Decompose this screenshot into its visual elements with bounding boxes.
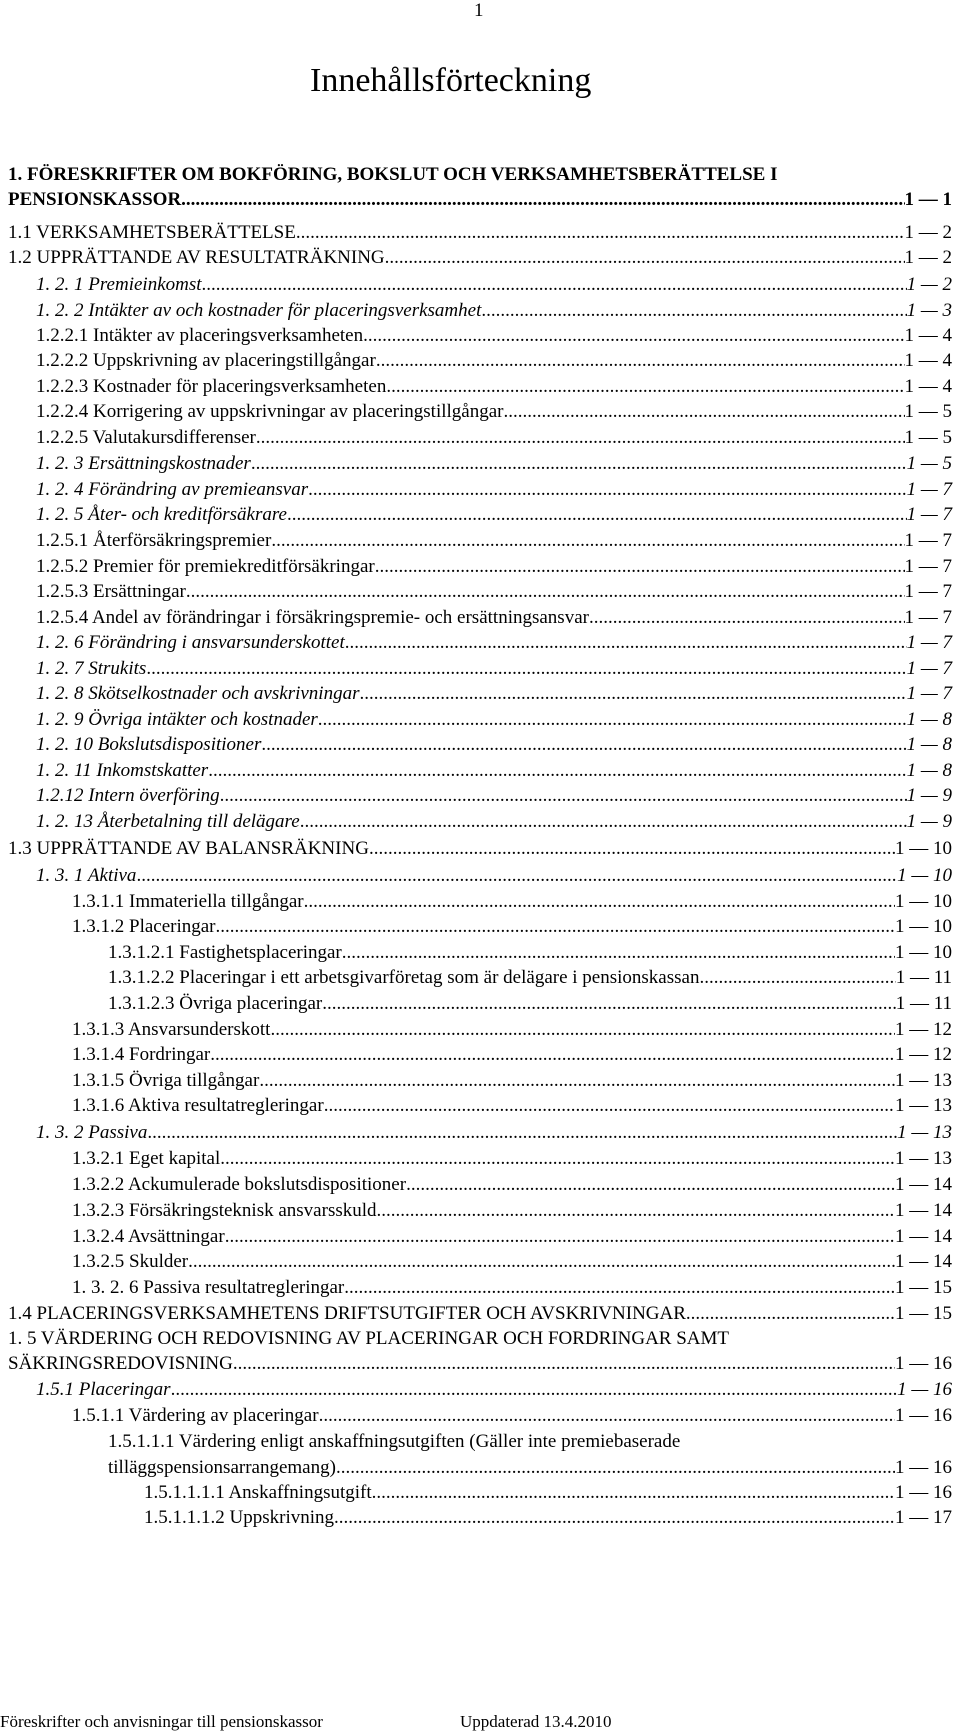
toc-dot-leader — [233, 1352, 895, 1376]
toc-dot-leader — [296, 221, 905, 245]
toc-entry[interactable] — [36, 733, 952, 757]
toc-entry-page: 1 — 7 — [906, 632, 952, 653]
toc-entry-label: tilläggspensionsarrangemang) — [108, 1457, 336, 1478]
toc-dot-leader — [504, 400, 905, 424]
toc-entry-page: 1 — 7 — [904, 530, 952, 551]
toc-entry-page: 1 — 13 — [897, 1122, 952, 1143]
toc-entry-page: 1 — 3 — [906, 300, 952, 321]
toc-entry-page: 1 — 7 — [906, 658, 952, 679]
toc-entry[interactable] — [72, 1276, 952, 1300]
toc-dot-leader — [386, 375, 904, 399]
footer-document-title: Föreskrifter och anvisningar till pensionskassor — [0, 1712, 323, 1731]
toc-entry-page: 1 — 16 — [897, 1379, 952, 1400]
toc-entry[interactable] — [36, 478, 952, 502]
toc-entry-label: 1.3.2.3 Försäkringsteknisk ansvarsskuld — [72, 1200, 377, 1221]
toc-entry-label: 1.5.1.1.1.2 Uppskrivning — [144, 1507, 334, 1528]
toc-entry[interactable] — [72, 1069, 952, 1093]
toc-entry[interactable] — [36, 555, 952, 579]
toc-dot-leader — [376, 349, 905, 373]
toc-entry-label: 1. 2. 11 Inkomstskatter — [36, 760, 209, 781]
toc-entry[interactable] — [8, 1352, 952, 1376]
toc-entry-label: 1. 2. 6 Förändring i ansvarsunderskottet — [36, 632, 345, 653]
toc-entry-page: 1 — 12 — [895, 1044, 952, 1065]
toc-dot-leader — [406, 1173, 895, 1197]
toc-dot-leader — [171, 1378, 898, 1402]
toc-dot-leader — [261, 733, 906, 757]
toc-dot-leader — [345, 631, 907, 655]
toc-entry-page: 1 — 16 — [895, 1405, 952, 1426]
toc-dot-leader — [256, 426, 905, 450]
toc-dot-leader — [699, 966, 895, 990]
toc-dot-leader — [216, 915, 895, 939]
toc-dot-leader — [369, 837, 895, 861]
toc-entry[interactable] — [72, 1173, 952, 1197]
toc-entry-page: 1 — 16 — [895, 1353, 952, 1374]
toc-entry-label: SÄKRINGSREDOVISNING — [8, 1353, 233, 1374]
toc-dot-leader — [363, 324, 904, 348]
toc-entry-page: 1 — 13 — [895, 1095, 952, 1116]
toc-entry[interactable] — [36, 784, 952, 808]
toc-entry-page: 1 — 16 — [895, 1482, 952, 1503]
toc-entry[interactable] — [8, 221, 952, 245]
toc-entry-label: 1.2.5.2 Premier för premiekreditförsäkringar — [36, 556, 375, 577]
toc-entry[interactable] — [36, 864, 952, 888]
toc-dot-leader — [220, 784, 907, 808]
toc-entry-page: 1 — 12 — [895, 1019, 952, 1040]
toc-entry-label: 1. 2. 4 Förändring av premieansvar — [36, 479, 309, 500]
toc-entry-label: 1.3.1.2.3 Övriga placeringar — [108, 993, 323, 1014]
toc-entry-label: 1. 3. 2 Passiva — [36, 1122, 148, 1143]
toc-dot-leader — [136, 864, 897, 888]
toc-dot-leader — [188, 1250, 895, 1274]
toc-entry[interactable] — [72, 1147, 952, 1171]
toc-entry-page: 1 — 14 — [895, 1174, 952, 1195]
toc-entry[interactable] — [36, 400, 952, 424]
toc-entry-page: 1 — 5 — [906, 453, 952, 474]
toc-entry-page: 1 — 15 — [895, 1303, 952, 1324]
toc-entry[interactable] — [36, 299, 952, 323]
toc-entry-label: 1. 2. 13 Återbetalning till delägare — [36, 811, 300, 832]
toc-entry-page: 1 — 8 — [906, 709, 952, 730]
toc-dot-leader — [210, 1043, 895, 1067]
toc-dot-leader — [375, 555, 905, 579]
toc-entry-label: 1.3.1.2.1 Fastighetsplaceringar — [108, 942, 342, 963]
toc-entry-page: 1 — 7 — [906, 504, 952, 525]
toc-dot-leader — [304, 890, 895, 914]
page-title: Innehållsförteckning — [310, 62, 592, 99]
toc-entry[interactable] — [108, 992, 952, 1016]
toc-entry-label: 1.5.1.1.1 Värdering enligt anskaffningsutgiften (Gäller inte premiebaserade — [108, 1431, 681, 1452]
toc-dot-leader — [251, 452, 907, 476]
toc-entry-page: 1 — 2 — [906, 274, 952, 295]
toc-entry[interactable] — [8, 188, 952, 212]
toc-entry-page: 1 — 2 — [904, 247, 952, 268]
toc-entry-label: 1.5.1.1.1.1 Anskaffningsutgift — [144, 1482, 372, 1503]
toc-entry-page: 1 — 5 — [904, 427, 952, 448]
toc-dot-leader — [385, 246, 905, 270]
toc-entry[interactable] — [36, 529, 952, 553]
toc-dot-leader — [270, 1018, 895, 1042]
toc-entry[interactable] — [144, 1481, 952, 1505]
toc-dot-leader — [147, 1121, 897, 1145]
toc-entry[interactable] — [72, 1199, 952, 1223]
toc-entry-label: 1.3.1.5 Övriga tillgångar — [72, 1070, 260, 1091]
toc-entry-page: 1 — 14 — [895, 1200, 952, 1221]
toc-dot-leader — [300, 810, 907, 834]
toc-dot-leader — [344, 1276, 895, 1300]
toc-dot-leader — [308, 478, 906, 502]
toc-entry-page: 1 — 2 — [904, 222, 952, 243]
toc-entry[interactable] — [36, 682, 952, 706]
toc-dot-leader — [259, 1069, 895, 1093]
toc-entry[interactable] — [8, 246, 952, 270]
toc-entry-page: 1 — 10 — [895, 891, 952, 912]
toc-entry-page: 1 — 7 — [904, 581, 952, 602]
toc-entry-label: 1. 2. 10 Bokslutsdispositioner — [36, 734, 262, 755]
toc-entry-page: 1 — 15 — [895, 1277, 952, 1298]
toc-entry-page: 1 — 4 — [904, 350, 952, 371]
toc-dot-leader — [481, 299, 906, 323]
toc-entry[interactable] — [36, 273, 952, 297]
toc-entry-label: 1.5.1.1 Värdering av placeringar — [72, 1405, 319, 1426]
toc-entry[interactable] — [36, 606, 952, 630]
toc-entry[interactable] — [36, 426, 952, 450]
toc-dot-leader — [589, 606, 905, 630]
toc-entry[interactable] — [72, 1018, 952, 1042]
toc-entry-page: 1 — 13 — [895, 1070, 952, 1091]
toc-entry[interactable] — [8, 163, 952, 187]
toc-dot-leader — [186, 188, 905, 212]
toc-entry-page: 1 — 9 — [906, 811, 952, 832]
toc-entry-label: PENSIONSKASSOR. — [8, 189, 186, 210]
toc-entry[interactable] — [36, 503, 952, 527]
toc-entry-label: 1. 2. 5 Åter- och kreditförsäkrare — [36, 504, 287, 525]
toc-dot-leader — [146, 657, 906, 681]
toc-dot-leader — [322, 992, 895, 1016]
toc-entry[interactable] — [36, 810, 952, 834]
toc-entry[interactable] — [144, 1506, 952, 1530]
toc-entry-label: 1.2.2.4 Korrigering av uppskrivningar av placeringstillgångar — [36, 401, 504, 422]
toc-entry-page: 1 — 7 — [904, 607, 952, 628]
toc-entry[interactable] — [108, 941, 952, 965]
toc-entry[interactable] — [36, 375, 952, 399]
toc-entry-label: 1.2.2.3 Kostnader för placeringsverksamheten — [36, 376, 387, 397]
toc-dot-leader — [686, 1302, 895, 1326]
toc-entry-label: 1.2 UPPRÄTTANDE AV RESULTATRÄKNING — [8, 247, 385, 268]
toc-dot-leader — [220, 1147, 895, 1171]
toc-entry-page: 1 — 14 — [895, 1251, 952, 1272]
toc-entry-page: 1 — 11 — [895, 967, 952, 988]
toc-dot-leader — [319, 1404, 895, 1428]
toc-entry-label: 1. 2. 2 Intäkter av och kostnader för placeringsverksamhet — [36, 300, 482, 321]
toc-dot-leader — [287, 503, 907, 527]
toc-entry[interactable] — [108, 966, 952, 990]
toc-dot-leader — [377, 1199, 895, 1223]
toc-dot-leader — [342, 941, 895, 965]
toc-entry[interactable] — [8, 1327, 952, 1351]
toc-entry[interactable] — [36, 759, 952, 783]
toc-entry-label: 1. 5 VÄRDERING OCH REDOVISNING AV PLACERINGAR OCH FORDRINGAR SAMT — [8, 1328, 730, 1349]
toc-entry-label: 1.2.2.5 Valutakursdifferenser — [36, 427, 256, 448]
toc-entry[interactable] — [8, 1302, 952, 1326]
toc-dot-leader — [318, 708, 907, 732]
toc-entry[interactable] — [36, 708, 952, 732]
toc-entry[interactable] — [36, 452, 952, 476]
toc-dot-leader — [208, 759, 906, 783]
toc-entry[interactable] — [108, 1430, 952, 1454]
toc-entry-page: 1 — 11 — [895, 993, 952, 1014]
toc-entry-page: 1 — 4 — [904, 325, 952, 346]
toc-entry-label: 1.3.1.6 Aktiva resultatregleringar — [72, 1095, 324, 1116]
toc-entry[interactable] — [36, 657, 952, 681]
toc-entry-page: 1 — 8 — [906, 734, 952, 755]
toc-entry-label: 1.3 UPPRÄTTANDE AV BALANSRÄKNING — [8, 838, 369, 859]
toc-entry-label: 1.3.1.3 Ansvarsunderskott — [72, 1019, 271, 1040]
toc-entry[interactable] — [72, 1250, 952, 1274]
toc-entry-page: 1 — 10 — [895, 916, 952, 937]
toc-entry-page: 1 — 8 — [906, 760, 952, 781]
toc-entry-page: 1 — 7 — [906, 479, 952, 500]
toc-entry[interactable] — [72, 1043, 952, 1067]
toc-entry[interactable] — [36, 580, 952, 604]
toc-dot-leader — [271, 529, 904, 553]
toc-entry-label: 1.5.1 Placeringar — [36, 1379, 171, 1400]
toc-dot-leader — [336, 1456, 895, 1480]
footer-updated-date: Uppdaterad 13.4.2010 — [460, 1712, 612, 1731]
toc-entry-page: 1 — 13 — [895, 1148, 952, 1169]
toc-entry-label: 1.2.5.3 Ersättningar — [36, 581, 186, 602]
toc-entry-label: 1.2.2.1 Intäkter av placeringsverksamheten — [36, 325, 364, 346]
toc-entry-page: 1 — 10 — [895, 942, 952, 963]
toc-entry[interactable] — [36, 631, 952, 655]
toc-entry[interactable] — [108, 1456, 952, 1480]
toc-entry-label: 1.2.12 Intern överföring — [36, 785, 220, 806]
toc-entry[interactable] — [72, 915, 952, 939]
toc-entry[interactable] — [72, 890, 952, 914]
toc-dot-leader — [372, 1481, 895, 1505]
toc-entry-page: 1 — 1 — [904, 189, 952, 210]
toc-entry-page: 1 — 10 — [895, 838, 952, 859]
toc-entry-page: 1 — 7 — [906, 683, 952, 704]
toc-entry-label: 1.3.1.1 Immateriella tillgångar — [72, 891, 304, 912]
toc-entry-label: 1. 2. 9 Övriga intäkter och kostnader — [36, 709, 318, 730]
page-number: 1 — [474, 0, 484, 21]
toc-entry[interactable] — [36, 1121, 952, 1145]
toc-entry[interactable] — [36, 349, 952, 373]
toc-entry-label: 1. 2. 1 Premieinkomst — [36, 274, 202, 295]
toc-entry-label: 1.4 PLACERINGSVERKSAMHETENS DRIFTSUTGIFTER OCH AVSKRIVNINGAR — [8, 1303, 686, 1324]
toc-entry-label: 1.3.1.2 Placeringar — [72, 916, 216, 937]
toc-entry-label: 1.1 VERKSAMHETSBERÄTTELSE — [8, 222, 296, 243]
toc-entry-page: 1 — 5 — [904, 401, 952, 422]
toc-entry-label: 1.3.1.2.2 Placeringar i ett arbetsgivarföretag som är delägare i pensionskassan — [108, 967, 700, 988]
toc-entry-label: 1. 2. 3 Ersättningskostnader — [36, 453, 251, 474]
toc-entry-page: 1 — 16 — [895, 1457, 952, 1478]
toc-entry-label: 1.3.2.5 Skulder — [72, 1251, 189, 1272]
toc-dot-leader — [324, 1094, 895, 1118]
toc-entry-label: 1.2.2.2 Uppskrivning av placeringstillgångar — [36, 350, 376, 371]
toc-entry[interactable] — [72, 1404, 952, 1428]
toc-entry-label: 1. 3. 1 Aktiva — [36, 865, 137, 886]
toc-entry-page: 1 — 9 — [906, 785, 952, 806]
toc-entry[interactable] — [36, 324, 952, 348]
toc-dot-leader — [186, 580, 905, 604]
toc-entry-label: 1.3.2.4 Avsättningar — [72, 1226, 225, 1247]
toc-entry-label: 1.3.2.2 Ackumulerade bokslutsdispositioner — [72, 1174, 407, 1195]
toc-entry-page: 1 — 7 — [904, 556, 952, 577]
toc-entry-label: 1. 2. 8 Skötselkostnader och avskrivningar — [36, 683, 360, 704]
toc-entry[interactable] — [72, 1094, 952, 1118]
toc-entry[interactable] — [36, 1378, 952, 1402]
toc-entry-label: 1.3.1.4 Fordringar — [72, 1044, 211, 1065]
toc-entry-label: 1. 2. 7 Strukits — [36, 658, 147, 679]
toc-entry-page: 1 — 14 — [895, 1226, 952, 1247]
toc-entry-label: 1.2.5.4 Andel av förändringar i försäkringspremie- och ersättningsansvar — [36, 607, 589, 628]
toc-entry[interactable] — [8, 837, 952, 861]
toc-entry-page: 1 — 4 — [904, 376, 952, 397]
toc-dot-leader — [202, 273, 907, 297]
toc-entry-label: 1. FÖRESKRIFTER OM BOKFÖRING, BOKSLUT OCH VERKSAMHETSBERÄTTELSE I — [8, 164, 778, 185]
toc-dot-leader — [359, 682, 906, 706]
toc-dot-leader — [225, 1225, 895, 1249]
toc-entry[interactable] — [72, 1225, 952, 1249]
toc-entry-label: 1.2.5.1 Återförsäkringspremier — [36, 530, 272, 551]
toc-entry-page: 1 — 10 — [897, 865, 952, 886]
toc-entry-page: 1 — 17 — [895, 1507, 952, 1528]
toc-entry-label: 1. 3. 2. 6 Passiva resultatregleringar — [72, 1277, 345, 1298]
toc-entry-label: 1.3.2.1 Eget kapital — [72, 1148, 221, 1169]
toc-dot-leader — [334, 1506, 895, 1530]
